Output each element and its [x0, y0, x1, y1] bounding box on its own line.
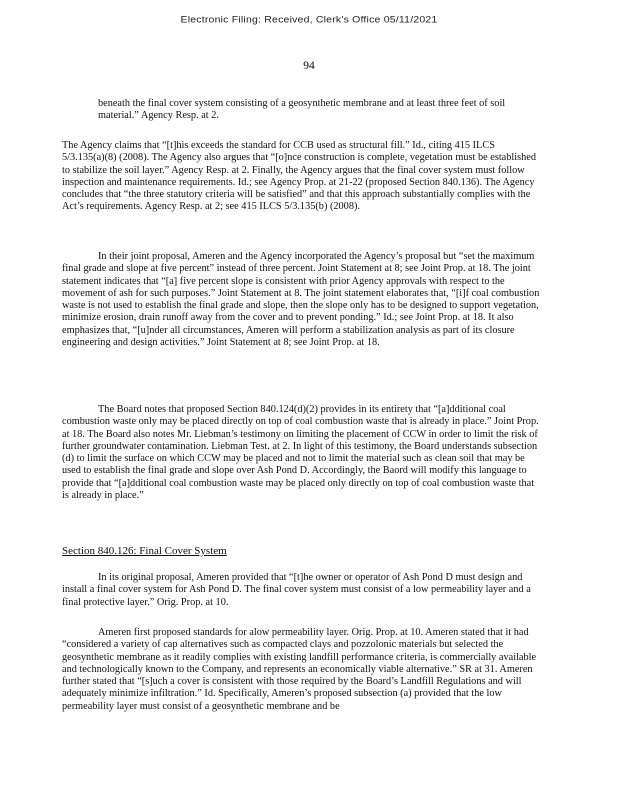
paragraph-board-notes: [62, 404, 540, 502]
paragraph-text: The Agency claims that “[t]his exceeds the standard for CCB used as structural fill.” Id., citing 415 ILCS 5/3.135(a)(8) (2008). The Agency also argues that “[o]nce construction is complete, vegetation must be established to stabilize the soil layer.” Agency Resp. at 2. Finally, the Agency argues that the final cover system must follow inspection and maintenance requirements. Id.; see Agency Prop. at 21-22 (proposed Section 840.136). The Agency concludes that “the three statutory criteria will be satisfied” and that this approach substantially complies with the Act’s requirements. Agency Resp. at 2; see 415 ILCS 5/3.135(b) (2008).: [62, 140, 536, 213]
paragraph-text: Ameren first proposed standards for alow permeability layer. Orig. Prop. at 10. Ameren stated that it had “considered a variety of cap alternatives such as compacted clays and pozzolonic materials but selected the geosynthetic membrane as it readily complies with existing landfill performance criteria, is commercially available and technologically known to the Company, and represents an economically viable alternative.” SR at 31. Ameren further stated that “[s]uch a cover is consistent with those required by the Board’s Landfill Regulations and will adequately minimize infiltration.” Id. Specifically, Ameren’s proposed subsection (a) provided that the low permeability layer must consist of a geosynthetic membrane and be: [62, 627, 537, 712]
paragraph-low-permeability: [62, 627, 540, 713]
section-heading: Section 840.126: Final Cover System: [62, 545, 227, 557]
paragraph-joint-proposal: [62, 251, 540, 349]
electronic-filing-stamp: Electronic Filing: Received, Clerk's Office 05/11/2021: [180, 14, 438, 26]
page-number: 94: [303, 60, 315, 72]
quote-continuation: [98, 98, 518, 123]
paragraph-agency-claims: [62, 140, 540, 214]
quote-continuation-text: beneath the final cover system consisting of a geosynthetic membrane and at least three feet of soil material.” Agency Resp. at 2.: [98, 98, 506, 122]
paragraph-text: In its original proposal, Ameren provided that “[t]he owner or operator of Ash Pond D must design and install a final cover system for Ash Pond D. The final cover system must consist of a low permeability layer and a final protective layer.” Orig. Prop. at 10.: [62, 572, 531, 608]
paragraph-text: In their joint proposal, Ameren and the Agency incorporated the Agency’s proposal but “set the maximum final grade and slope at five percent” instead of three percent. Joint Statement at 8; see Joint Prop. at 18. The joint statement indicates that “[a] five percent slope is consistent with prior Agency approvals with respect to the movement of ash for such purposes.” Joint Statement at 8. The joint statement elaborates that, “[i]f coal combustion waste is not used to establish the final grade and slope, then the slope only has to be designed to support vegetation, minimize erosion, drain runoff away from the cover and to prevent ponding.” Id.; see Joint Prop. at 18. It also emphasizes that, “[u]nder all circumstances, Ameren will perform a stabilization analysis as part of its closure engineering and design activities.” Joint Statement at 8; see Joint Prop. at 18.: [62, 251, 540, 349]
paragraph-original-proposal: [62, 572, 540, 609]
paragraph-text: The Board notes that proposed Section 840.124(d)(2) provides in its entirety that “[a]dditional coal combustion waste only may be placed directly on top of coal combustion waste that is already in place.” Joint Prop. at 18. The Board also notes Mr. Liebman’s testimony on limiting the placement of CCW in order to limit the risk of further groundwater contamination. Liebman Test. at 2. In light of this testimony, the Board understands subsection (d) to limit the surface on which CCW may be placed and not to limit the material such as clean soil that may be used to establish the final grade and slope over Ash Pond D. Accordingly, the Baord will modify this language to provide that “[a]dditional coal combustion waste may be placed only directly on top of coal combustion waste that is already in place.”: [62, 404, 539, 502]
